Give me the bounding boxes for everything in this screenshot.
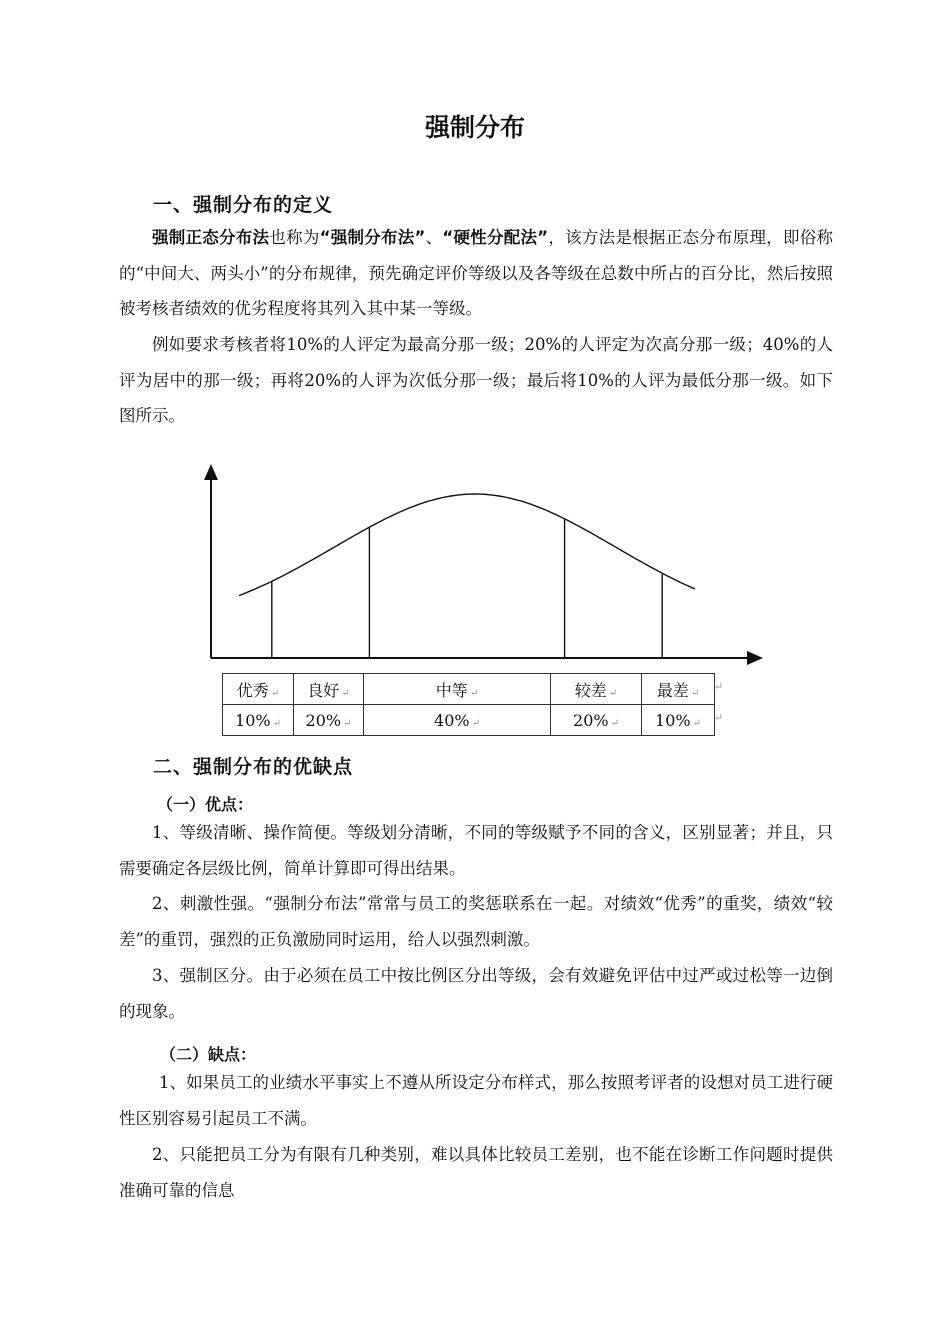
grade-label-average: 中等 ↵ [364, 674, 551, 705]
section2-heading: 二、强制分布的优缺点 [153, 756, 354, 778]
term-forced-distribution: “强制分布法” [319, 228, 426, 247]
grade-label-good: 良好 ↵ [294, 674, 364, 705]
example-paragraph: 例如要求考核者将10%的人评定为最高分那一级；20%的人评定为次高分那一级；40%的人评为居中的那一级；再将20%的人评为次低分那一级；最后将10%的人评为最低分那一级。如下图所示。 [119, 335, 833, 425]
grade-percent-excellent: 10% ↵ [223, 705, 294, 736]
section1-heading: 一、强制分布的定义 [153, 194, 334, 216]
cons-heading: （二）缺点： [160, 1045, 257, 1064]
distribution-curve-svg [195, 458, 775, 678]
row-end-mark-1: ↵ [714, 680, 724, 693]
pro-item-1: 1、等级清晰、操作简便。等级划分清晰，不同的等级赋予不同的含义，区别显著；并且，只需要确定各层级比例，简单计算即可得出结果。 [119, 823, 833, 878]
grade-label-row [223, 674, 715, 705]
grade-percent-average: 40% ↵ [364, 705, 551, 736]
grade-label-excellent: 优秀 ↵ [223, 674, 294, 705]
grade-percent-good: 20% ↵ [294, 705, 364, 736]
pros-heading: （一）优点： [157, 795, 254, 814]
x-axis-arrow [747, 651, 763, 665]
term-rigid-allocation: “硬性分配法” [442, 228, 549, 247]
con-item-1: 1、如果员工的业绩水平事实上不遵从所设定分布样式，那么按照考评者的设想对员工进行硬性区别容易引起员工不满。 [119, 1073, 833, 1128]
term-forced-normal: 强制正态分布法 [152, 228, 270, 247]
pro-item-2: 2、刺激性强。“强制分布法”常常与员工的奖惩联系在一起。对绩效“优秀”的重奖，绩效“较差”的重罚，强烈的正负激励同时运用，给人以强烈刺激。 [119, 894, 833, 949]
bell-curve [239, 494, 695, 596]
grade-label-poor: 较差 ↵ [551, 674, 642, 705]
page-title: 强制分布 [424, 113, 525, 142]
grade-table [222, 673, 715, 736]
grade-percent-worst: 10% ↵ [642, 705, 715, 736]
grade-percent-poor: 20% ↵ [551, 705, 642, 736]
definition-paragraph [119, 220, 833, 327]
row-end-mark-2: ↵ [714, 711, 724, 724]
y-axis-arrow [204, 464, 218, 480]
grade-label-worst: 最差 ↵ [642, 674, 715, 705]
definition-text-1: 也称为 [269, 228, 320, 247]
definition-text-3: ，该方法是根据正态分布原理，即俗称的“中间大、两头小”的分布规律，预先确定评价等级以及各等级在总数中所占的百分比，然后按照被考核者绩效的优劣程度将其列入其中某一等级。 [119, 228, 834, 318]
pro-item-3: 3、强制区分。由于必须在员工中按比例区分出等级，会有效避免评估中过严或过松等一边倒的现象。 [119, 966, 833, 1021]
grade-percent-row [223, 705, 715, 736]
con-item-2: 2、只能把员工分为有限有几种类别，难以具体比较员工差别，也不能在诊断工作问题时提供准确可靠的信息 [119, 1145, 833, 1200]
definition-text-2: 、 [425, 228, 443, 247]
